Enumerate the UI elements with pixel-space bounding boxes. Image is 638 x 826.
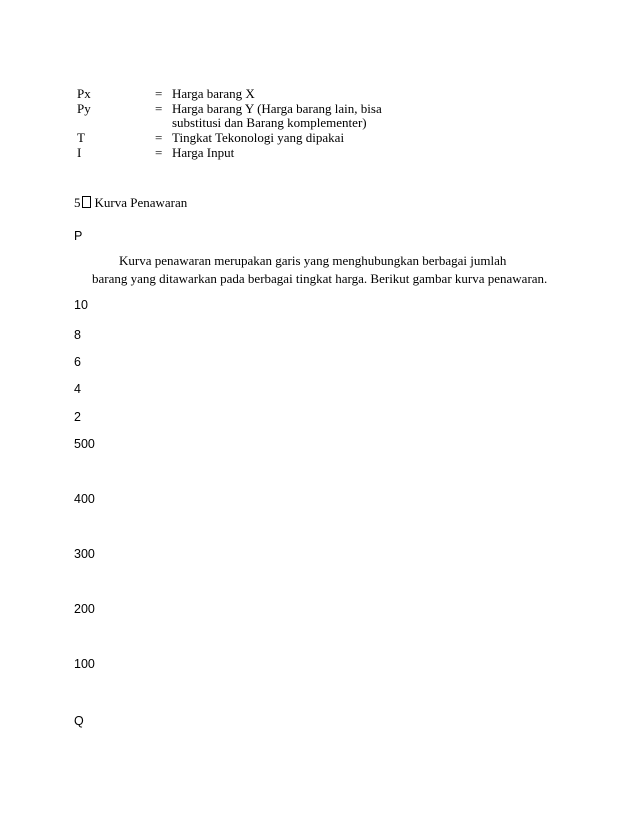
definition-text: Harga barang Y (Harga barang lain, bisa bbox=[172, 101, 382, 116]
quantity-tick-label: 200 bbox=[74, 602, 95, 616]
quantity-tick-label: 100 bbox=[74, 657, 95, 671]
definition-symbol: Px bbox=[77, 86, 91, 101]
price-tick-label: 2 bbox=[74, 410, 81, 424]
axis-q-label: Q bbox=[74, 714, 84, 728]
price-tick-label: 4 bbox=[74, 382, 81, 396]
definition-symbol: Py bbox=[77, 101, 91, 116]
price-tick-label: 10 bbox=[74, 298, 88, 312]
definition-equals: = bbox=[155, 101, 163, 116]
price-tick-label: 8 bbox=[74, 328, 81, 342]
axis-p-label: P bbox=[74, 229, 83, 243]
definition-equals: = bbox=[155, 145, 163, 160]
definition-text: Harga Input bbox=[172, 145, 235, 160]
price-tick-label: 6 bbox=[74, 355, 81, 369]
definition-symbol: T bbox=[77, 130, 85, 145]
paragraph-line-1: Kurva penawaran merupakan garis yang menghubungkan berbagai jumlah bbox=[119, 253, 507, 268]
definition-text: Harga barang X bbox=[172, 86, 255, 101]
paragraph-line-2: barang yang ditawarkan pada berbagai tingkat harga. Berikut gambar kurva penawaran. bbox=[92, 271, 548, 286]
missing-glyph-box bbox=[82, 196, 91, 208]
quantity-tick-label: 500 bbox=[74, 437, 95, 451]
definition-symbol: I bbox=[77, 145, 82, 160]
definition-text-continued: substitusi dan Barang komplementer) bbox=[172, 115, 367, 130]
definition-text: Tingkat Tekonologi yang dipakai bbox=[172, 130, 345, 145]
definition-equals: = bbox=[155, 130, 163, 145]
section-number: 5 bbox=[74, 195, 81, 210]
definition-equals: = bbox=[155, 86, 163, 101]
quantity-tick-label: 400 bbox=[74, 492, 95, 506]
quantity-tick-label: 300 bbox=[74, 547, 95, 561]
section-heading bbox=[74, 195, 187, 211]
section-title: Kurva Penawaran bbox=[94, 195, 188, 210]
